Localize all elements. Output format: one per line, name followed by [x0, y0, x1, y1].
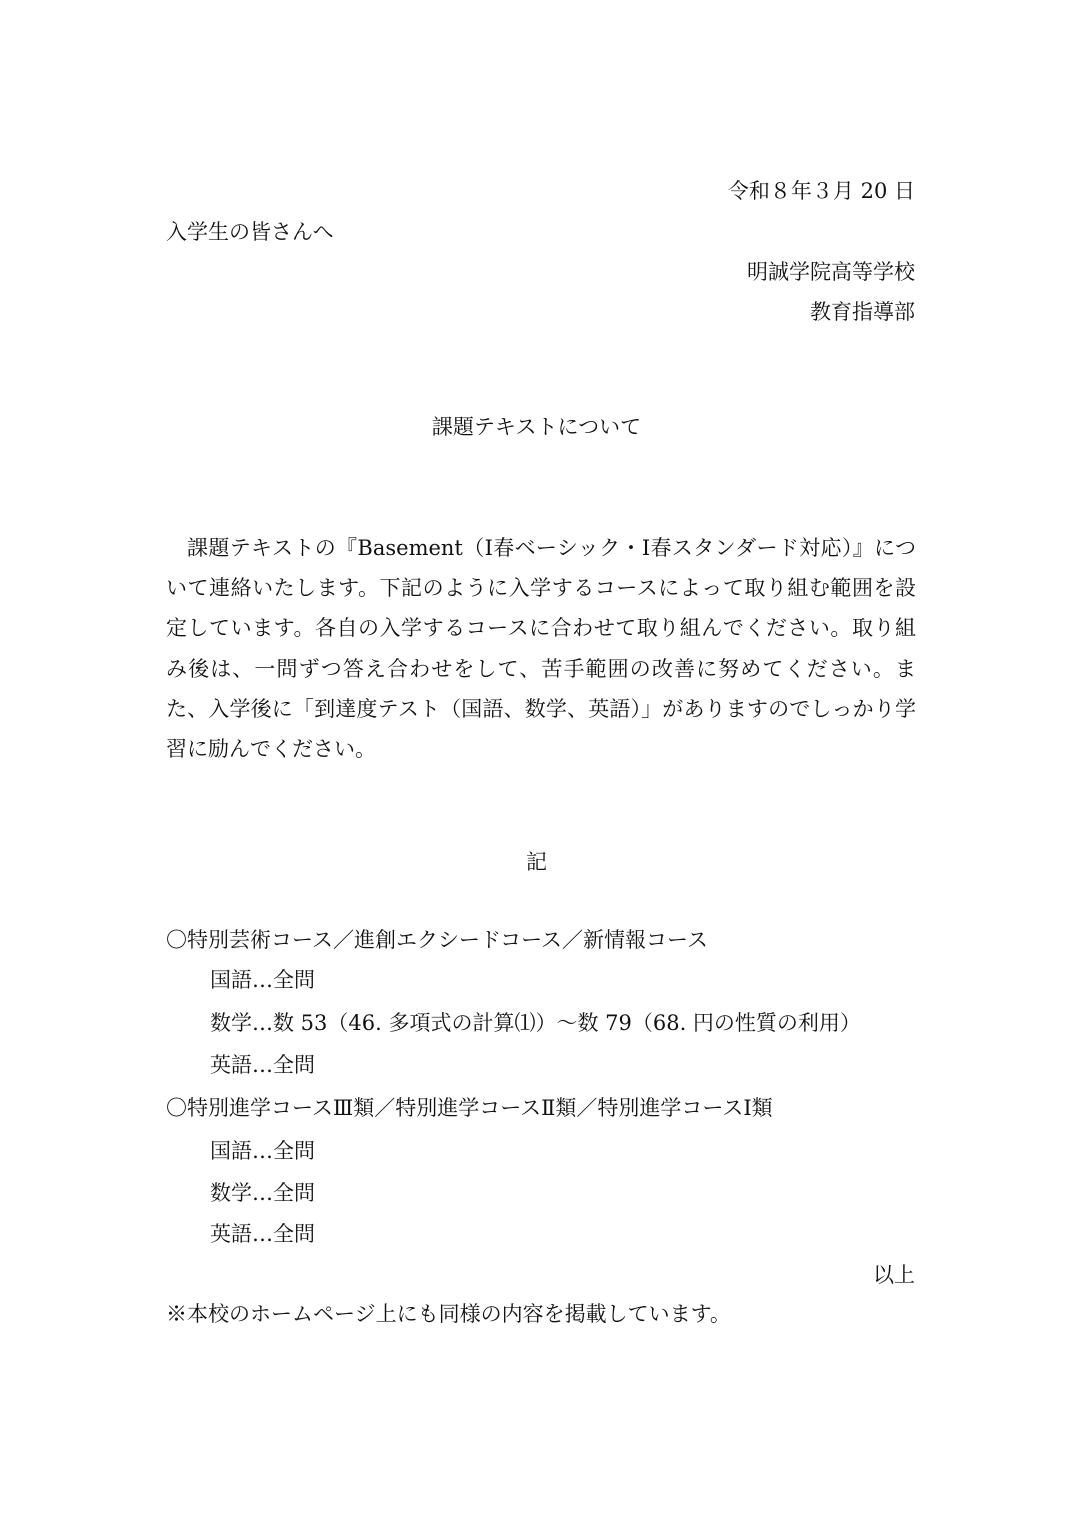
group-item: 数学…全問 [210, 1181, 315, 1205]
group-item: 英語…全問 [210, 1053, 315, 1077]
closing-label: 以上 [873, 1263, 915, 1287]
group-item: 国語…全問 [210, 1139, 315, 1163]
group-heading: 〇特別進学コースⅢ類／特別進学コースⅡ類／特別進学コースⅠ類 [166, 1096, 773, 1120]
sender-school: 明誠学院高等学校 [747, 260, 915, 284]
sender-department: 教育指導部 [810, 300, 915, 324]
footnote: ※本校のホームページ上にも同様の内容を掲載しています。 [166, 1302, 731, 1326]
group-item: 国語…全問 [210, 968, 315, 992]
body-paragraph: 課題テキストの『Basement（Ⅰ春ベーシック・Ⅰ春スタンダード対応）』について連絡いたします。下記のように入学するコースによって取り組む範囲を設定しています。各自の入学するコースに合わせて取り組んでください。取り組み後は、一問ずつ答え合わせをして、苦手範囲の改善に努めてください。また、入学後に「到達度テスト（国語、数学、英語）」がありますのでしっかり学習に励んでください。 [166, 536, 916, 762]
document-date: 令和８年３月 20 日 [727, 179, 915, 203]
recipient-line: 入学生の皆さんへ [166, 220, 334, 244]
group-heading: 〇特別芸術コース／進創エクシードコース／新情報コース [166, 928, 709, 952]
ki-label: 記 [526, 850, 547, 874]
group-item: 英語…全問 [210, 1222, 315, 1246]
group-item: 数学…数 53（46. 多項式の計算⑴）～数 79（68. 円の性質の利用） [210, 1011, 861, 1035]
document-title: 課題テキストについて [431, 415, 642, 439]
